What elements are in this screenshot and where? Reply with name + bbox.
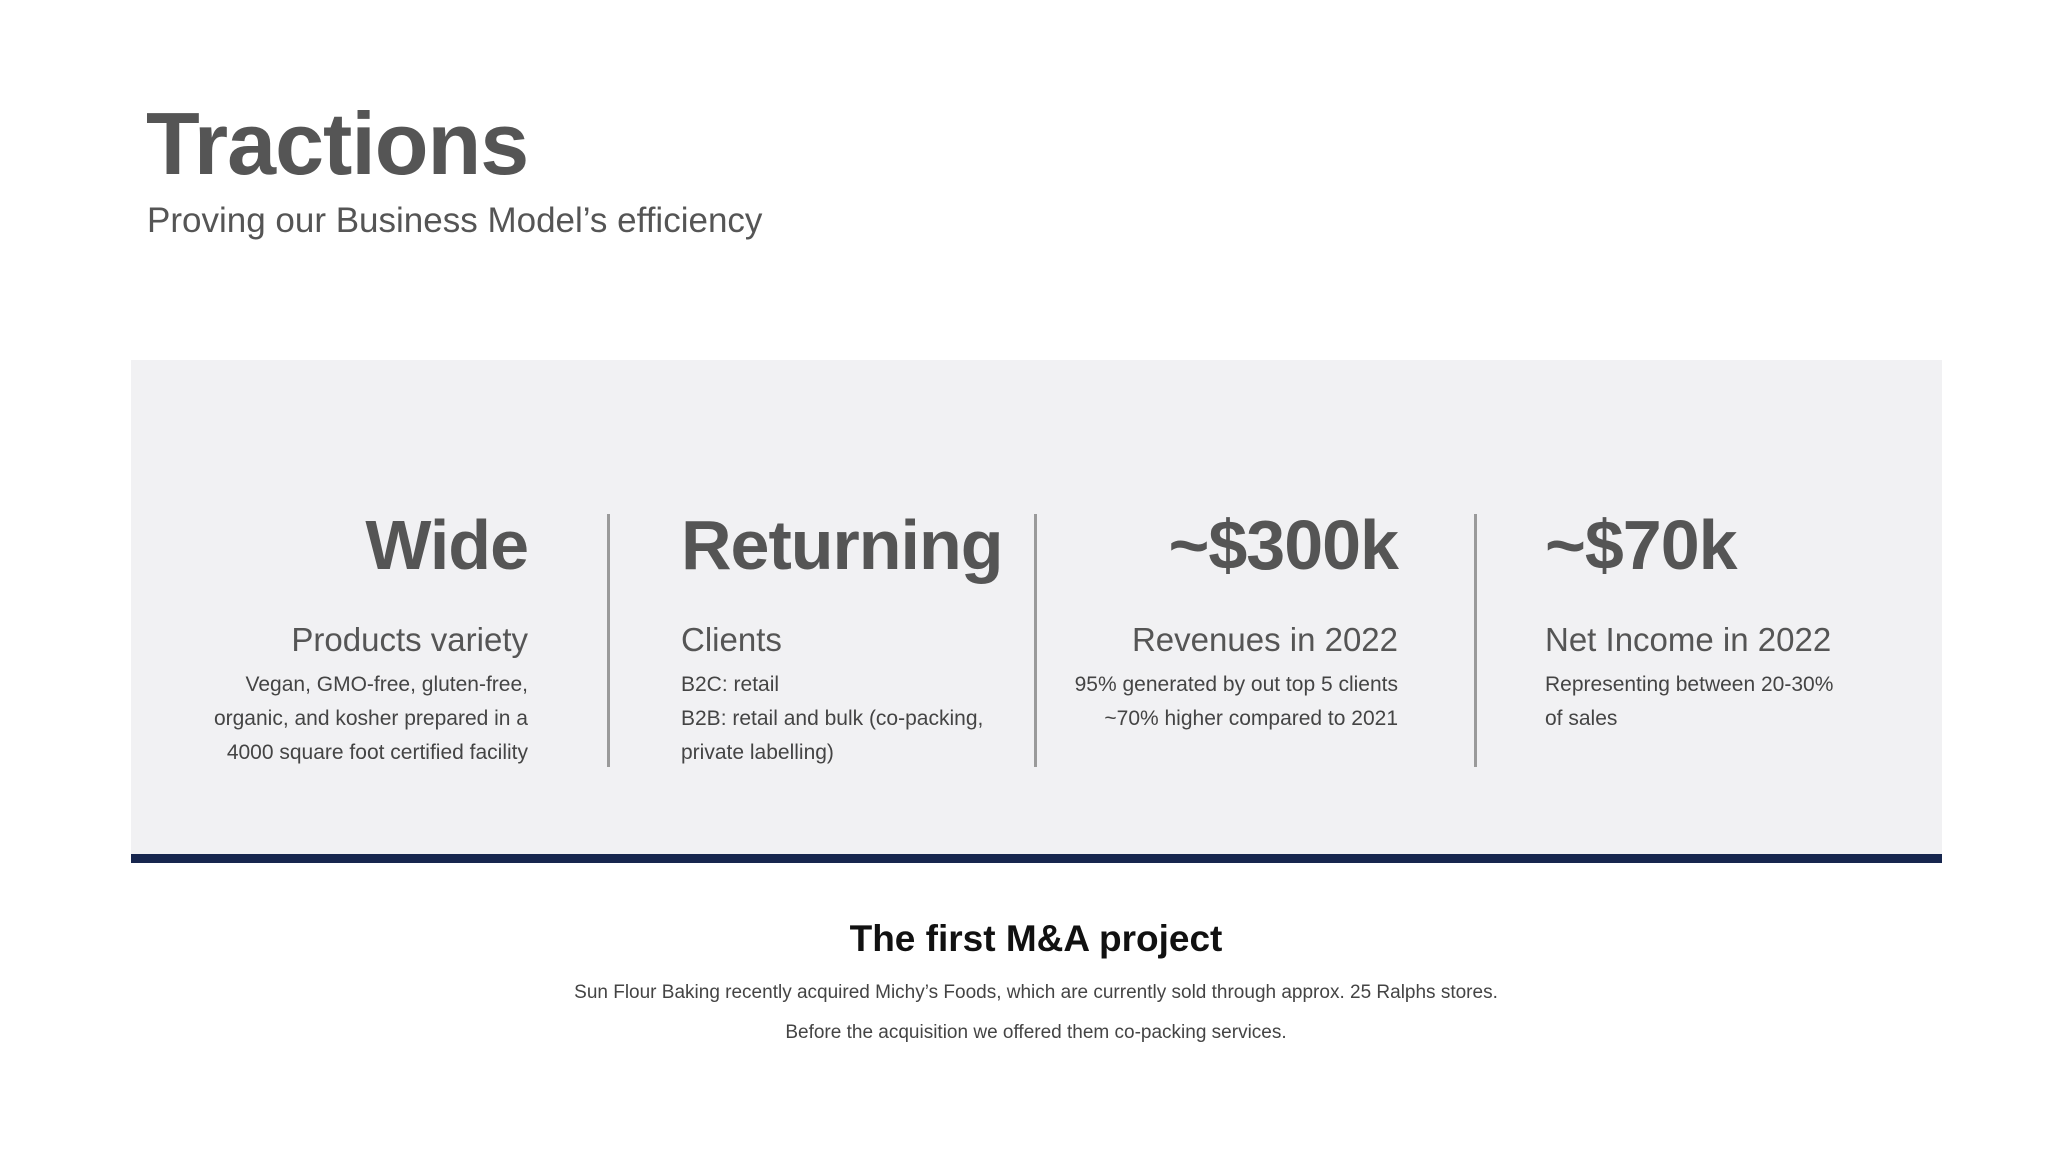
- section-title: The first M&A project: [849, 918, 1223, 959]
- metric-label: Net Income in 2022: [1545, 621, 1832, 658]
- page-title: Tractions: [146, 94, 529, 193]
- metric-description: [1040, 668, 1398, 736]
- metric-description-line: B2B: retail and bulk (co-packing,: [681, 706, 984, 730]
- accent-rule: [131, 854, 1942, 863]
- page-subtitle: Proving our Business Model’s efficiency: [147, 201, 763, 240]
- metric-description: [1545, 668, 1905, 736]
- metric-products-variety: [160, 506, 528, 770]
- metric-description-line: Vegan, GMO-free, gluten-free,: [245, 672, 528, 696]
- section-text-line: Before the acquisition we offered them co-packing services.: [785, 1022, 1287, 1043]
- metric-description: [160, 668, 528, 770]
- metric-description-line: ~70% higher compared to 2021: [1104, 706, 1398, 730]
- metric-revenues: [1040, 506, 1398, 736]
- column-divider: [1474, 514, 1477, 767]
- column-divider: [1034, 514, 1037, 767]
- metric-description-line: 95% generated by out top 5 clients: [1074, 672, 1398, 696]
- metric-headline: ~$300k: [1168, 506, 1398, 584]
- metric-headline: ~$70k: [1545, 506, 1737, 584]
- metric-label: Clients: [681, 621, 782, 658]
- metric-description-line: organic, and kosher prepared in a: [213, 706, 528, 730]
- metric-description: [681, 668, 1041, 770]
- metric-description-line: Representing between 20-30%: [1545, 672, 1834, 696]
- metric-description-line: B2C: retail: [681, 672, 780, 696]
- metric-net-income: [1545, 506, 1905, 736]
- section-text-line: Sun Flour Baking recently acquired Michy’s Foods, which are currently sold through approx. 25 Ralphs stores.: [574, 982, 1498, 1003]
- metric-headline: Wide: [365, 506, 528, 584]
- metric-label: Revenues in 2022: [1131, 621, 1398, 658]
- metric-description-line: 4000 square foot certified facility: [226, 740, 528, 764]
- metric-headline: Returning: [681, 506, 1003, 584]
- metric-description-line: of sales: [1545, 706, 1618, 730]
- column-divider: [607, 514, 610, 767]
- metric-clients: [681, 506, 1041, 770]
- metric-label: Products variety: [291, 621, 528, 658]
- metric-description-line: private labelling): [681, 740, 834, 764]
